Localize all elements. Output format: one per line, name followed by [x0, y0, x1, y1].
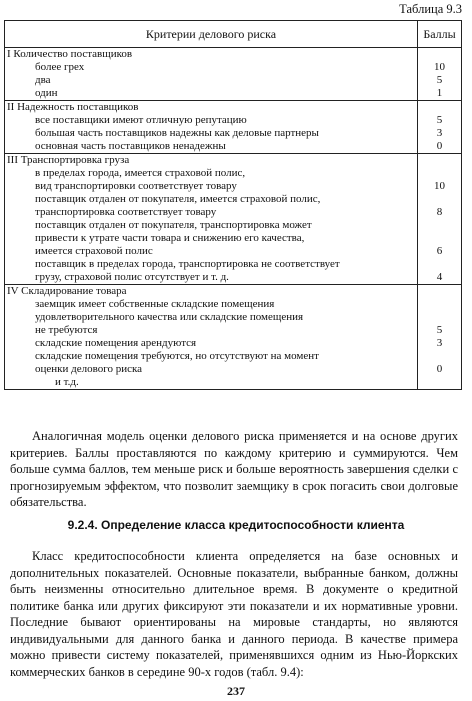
score-cell	[418, 219, 462, 232]
score-cell: 6	[418, 245, 462, 258]
score-cell: 1	[418, 87, 462, 101]
table-row	[5, 324, 462, 337]
table-row	[5, 114, 462, 127]
table-label: Таблица 9.3	[399, 2, 462, 16]
table-section-row	[5, 48, 462, 62]
score-cell	[418, 285, 462, 299]
table-row	[5, 271, 462, 285]
score-cell: 4	[418, 271, 462, 285]
table-row	[5, 74, 462, 87]
table-row	[5, 219, 462, 232]
criterion-text: грузу, страховой полис отсутствует и т. д.	[5, 271, 418, 285]
criterion-text: удовлетворительного качества или складские помещения	[5, 311, 418, 324]
criterion-text: имеется страховой полис	[5, 245, 418, 258]
score-cell: 8	[418, 206, 462, 219]
table-row	[5, 337, 462, 350]
criterion-text: более грех	[5, 61, 418, 74]
criterion-text: поставщик отдален от покупателя, транспортировка может	[5, 219, 418, 232]
table-row	[5, 180, 462, 193]
table-row	[5, 61, 462, 74]
section-title: III Транспортировка груза	[5, 154, 418, 168]
table-row	[5, 232, 462, 245]
paragraph-risk-model: Аналогичная модель оценки делового риска применяется и на основе других критериев. Баллы проставляются по каждому критерию и суммируются. Чем больше сумма баллов, тем меньше риск и больше вероятность завершения сделки с прогнозируемым эффектом, что позволит заемщику в срок погасить свои долговые обязательства.	[10, 429, 458, 509]
paragraph-credit-class: Класс кредитоспособности клиента определяется на базе основных и дополнительных показателей. Основные показатели, выбранные банком, должны быть неизменны относительно длительное время. В документе о кредитной политике банка или других фиксируют эти показатели и их нормативные уровни. Последние бывают ориентированы на мировые стандарты, но являются индивидуальными для данного банка и данного периода. В качестве примера можно привести систему показателей, применявшихся одним из Нью-Йоркских коммерческих банков в середине 90-х годов (табл. 9.4):	[10, 549, 458, 679]
score-cell	[418, 48, 462, 62]
section-heading: 9.2.4. Определение класса кредитоспособности клиента	[67, 518, 405, 532]
table-row	[5, 140, 462, 154]
table-row	[5, 350, 462, 363]
table-body	[5, 48, 462, 390]
table-row	[5, 206, 462, 219]
table-row	[5, 363, 462, 376]
section-title: I Количество поставщиков	[5, 48, 418, 62]
score-cell	[418, 232, 462, 245]
section-title: II Надежность поставщиков	[5, 101, 418, 115]
criterion-text: и т.д.	[5, 376, 418, 390]
table-section-row	[5, 101, 462, 115]
page-number: 237	[227, 684, 245, 698]
score-cell	[418, 167, 462, 180]
criterion-text: два	[5, 74, 418, 87]
criterion-text: транспортировка соответствует товару	[5, 206, 418, 219]
criterion-text: основная часть поставщиков ненадежны	[5, 140, 418, 154]
criterion-text: один	[5, 87, 418, 101]
table-section-row	[5, 154, 462, 168]
table-row	[5, 376, 462, 390]
table-row	[5, 87, 462, 101]
score-cell	[418, 101, 462, 115]
table-row	[5, 298, 462, 311]
score-cell	[418, 258, 462, 271]
score-cell: 10	[418, 61, 462, 74]
criterion-text: все поставщики имеют отличную репутацию	[5, 114, 418, 127]
criterion-text: складские помещения требуются, но отсутствуют на момент	[5, 350, 418, 363]
table-row	[5, 167, 462, 180]
score-cell	[418, 298, 462, 311]
criterion-text: вид транспортировки соответствует товару	[5, 180, 418, 193]
criterion-text: складские помещения арендуются	[5, 337, 418, 350]
criterion-text: заемщик имеет собственные складские помещения	[5, 298, 418, 311]
criterion-text: поставщик отдален от покупателя, имеется страховой полис,	[5, 193, 418, 206]
risk-criteria-table	[4, 20, 462, 390]
header-criteria: Критерии делового риска	[5, 21, 418, 48]
header-score: Баллы	[418, 21, 462, 48]
score-cell: 3	[418, 127, 462, 140]
table-row	[5, 127, 462, 140]
score-cell	[418, 376, 462, 390]
score-cell	[418, 154, 462, 168]
score-cell: 0	[418, 140, 462, 154]
criterion-text: в пределах города, имеется страховой полис,	[5, 167, 418, 180]
table-row	[5, 193, 462, 206]
criterion-text: поставщик в пределах города, транспортировка не соответствует	[5, 258, 418, 271]
table-row	[5, 245, 462, 258]
criterion-text: большая часть поставщиков надежны как деловые партнеры	[5, 127, 418, 140]
table-section-row	[5, 285, 462, 299]
score-cell	[418, 350, 462, 363]
criterion-text: не требуются	[5, 324, 418, 337]
table-row	[5, 258, 462, 271]
score-cell: 0	[418, 363, 462, 376]
score-cell: 3	[418, 337, 462, 350]
criterion-text: привести к утрате части товара и снижению его качества,	[5, 232, 418, 245]
table-row	[5, 311, 462, 324]
score-cell: 5	[418, 74, 462, 87]
score-cell	[418, 193, 462, 206]
score-cell	[418, 311, 462, 324]
section-title: IV Складирование товара	[5, 285, 418, 299]
table-header-row	[5, 21, 462, 48]
score-cell: 10	[418, 180, 462, 193]
score-cell: 5	[418, 114, 462, 127]
criterion-text: оценки делового риска	[5, 363, 418, 376]
score-cell: 5	[418, 324, 462, 337]
